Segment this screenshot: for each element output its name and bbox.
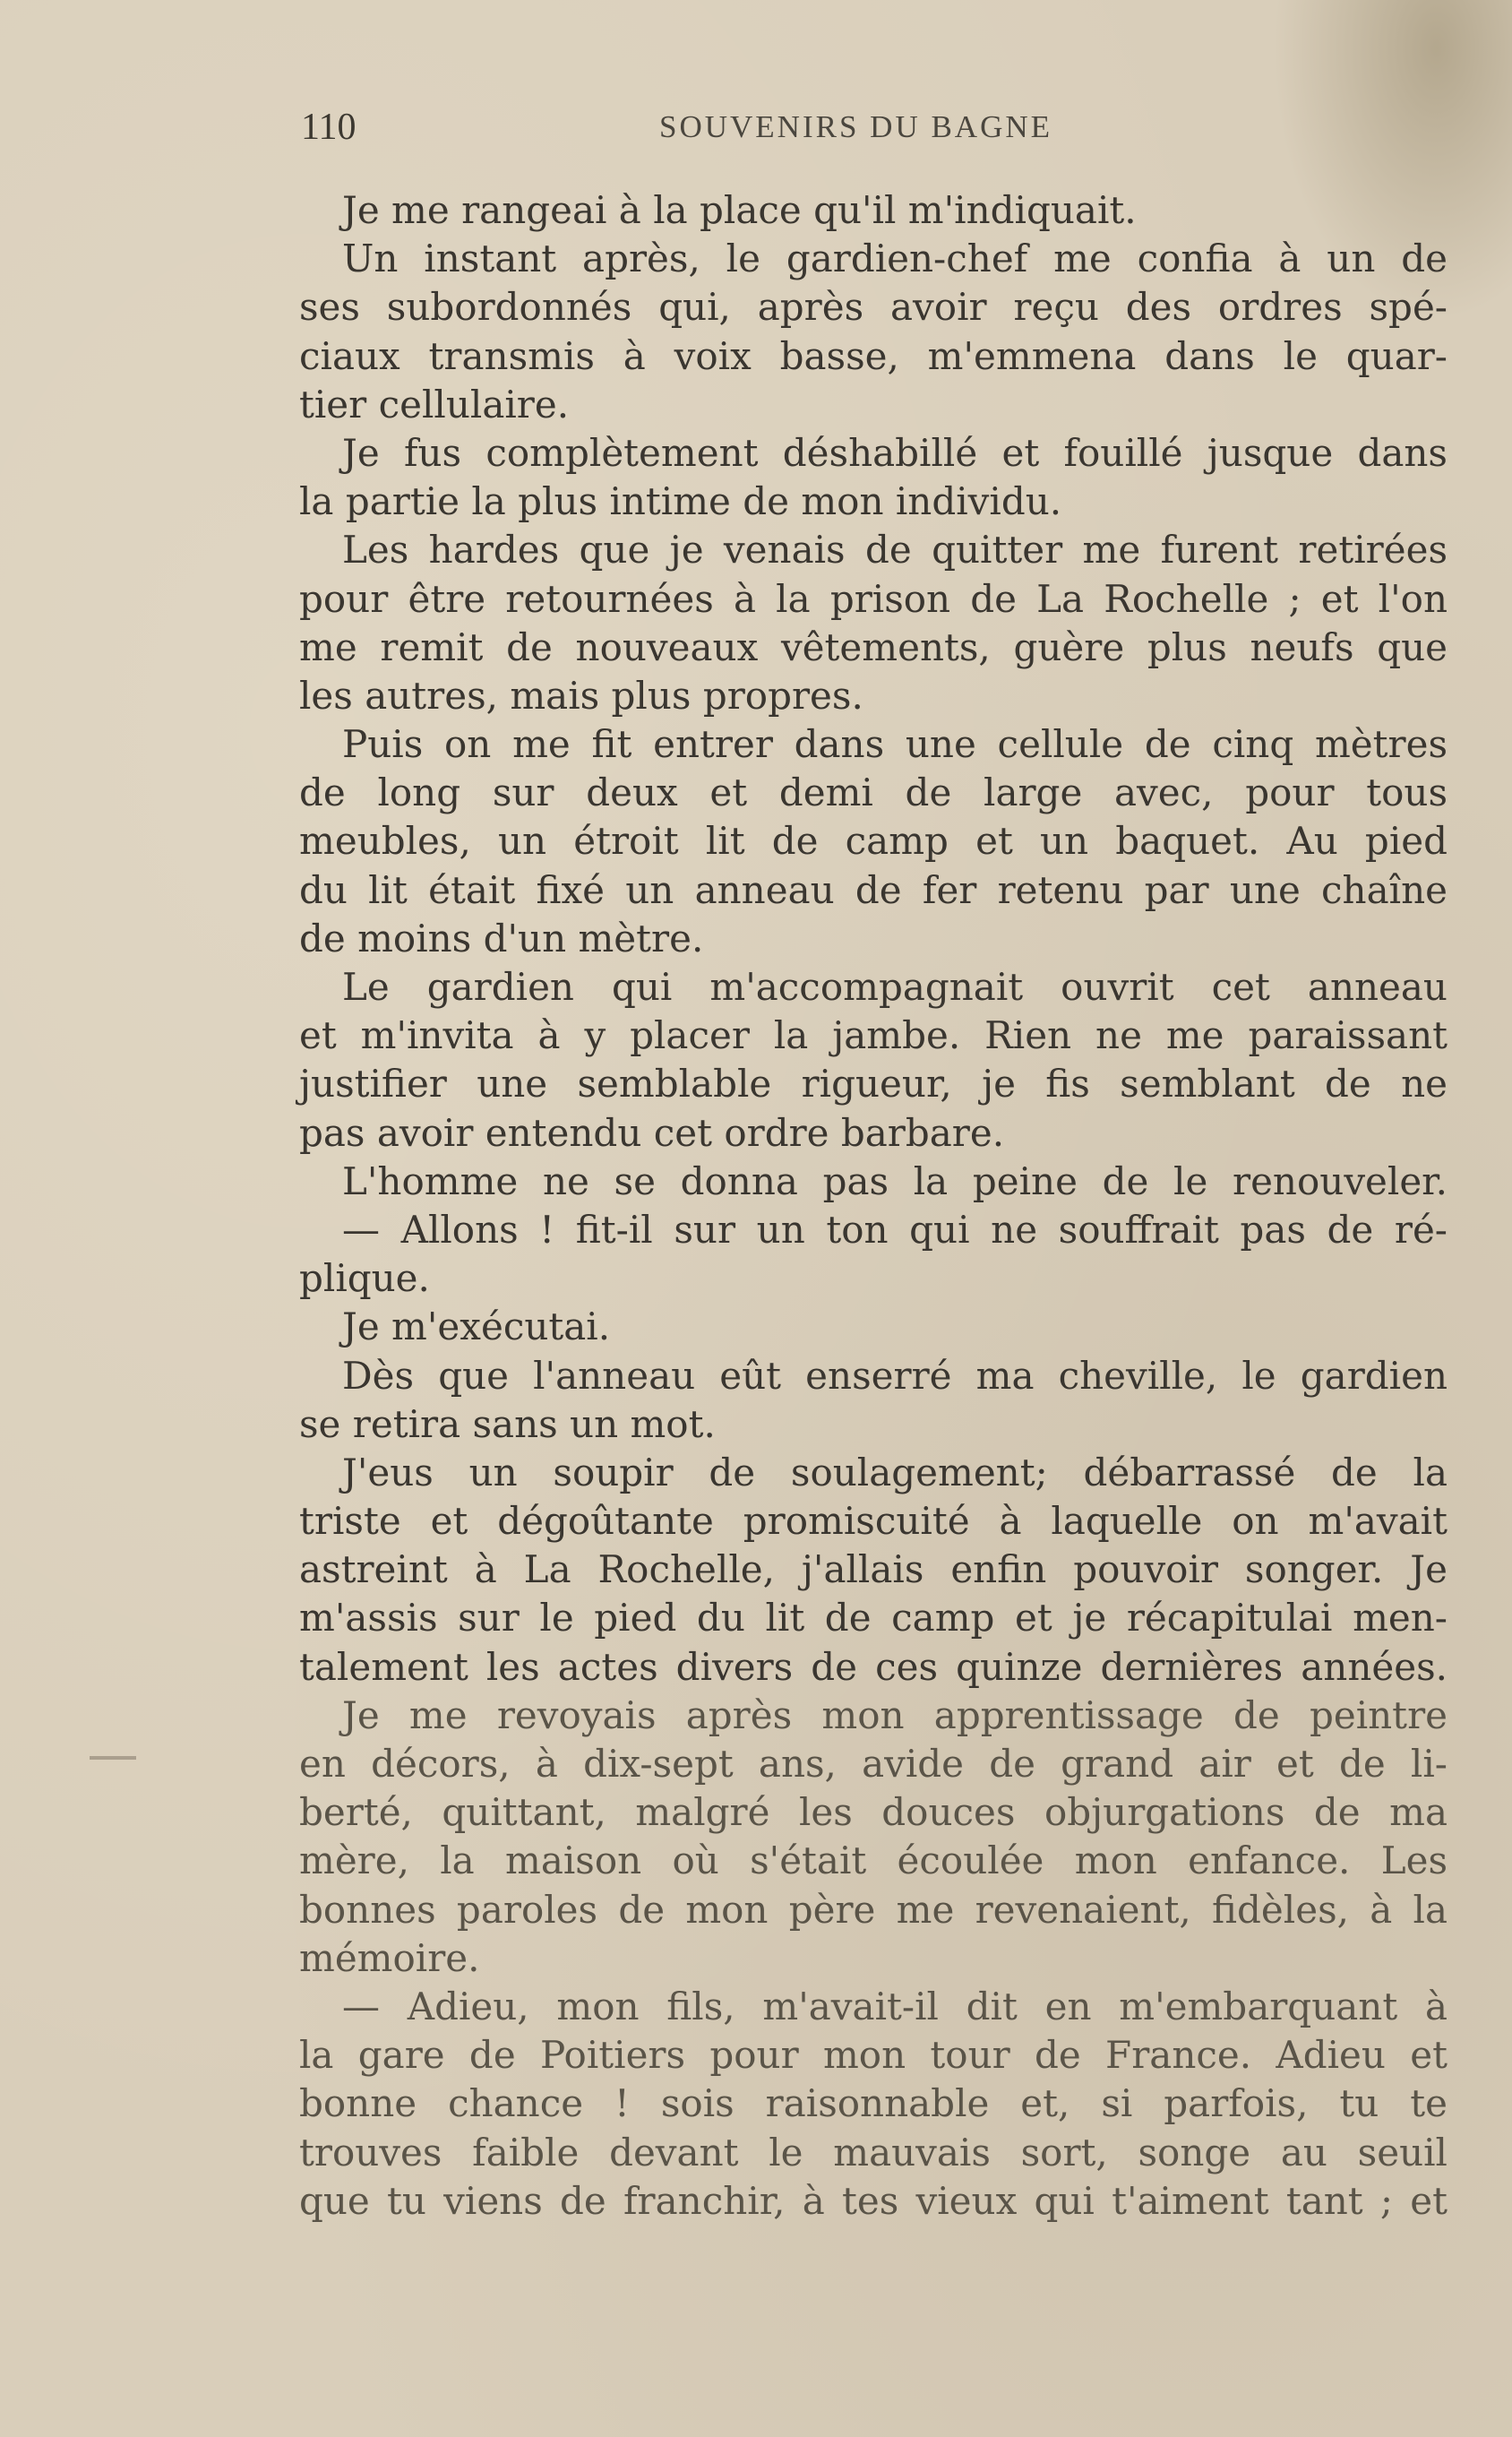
margin-smudge: [90, 1756, 136, 1760]
text-line: Un instant après, le gardien-chef me confia à un de: [342, 237, 1448, 281]
text-line: berté, quittant, malgré les douces objurgations de ma: [299, 1790, 1448, 1835]
text-line: m'assis sur le pied du lit de camp et je récapitulai men-: [299, 1596, 1448, 1640]
running-title: SOUVENIRS DU BAGNE: [659, 109, 1053, 144]
text-line: triste et dégoûtante promiscuité à laquelle on m'avait: [299, 1499, 1448, 1544]
text-line: la gare de Poitiers pour mon tour de France. Adieu et: [299, 2033, 1448, 2078]
text-line: et m'invita à y placer la jambe. Rien ne me paraissant: [299, 1013, 1448, 1058]
text-line: mère, la maison où s'était écoulée mon enfance. Les: [299, 1839, 1448, 1883]
text-line: me remit de nouveaux vêtements, guère plus neufs que: [299, 624, 1448, 669]
text-line: Je me rangeai à la place qu'il m'indiquait.: [342, 188, 1137, 232]
text-line: la partie la plus intime de mon individu.: [299, 479, 1062, 524]
text-line: Dès que l'anneau eût enserré ma cheville, le gardien: [342, 1353, 1448, 1398]
text-line: Je me revoyais après mon apprentissage de peintre: [342, 1692, 1448, 1737]
text-line: astreint à La Rochelle, j'allais enfin pouvoir songer. Je: [299, 1547, 1448, 1592]
text-line: justifier une semblable rigueur, je fis semblant de ne: [299, 1062, 1448, 1107]
text-line: talement les actes divers de ces quinze dernières années.: [299, 1644, 1448, 1689]
text-line: Puis on me fit entrer dans une cellule de cinq mètres: [342, 722, 1448, 767]
text-line: — Allons ! fit-il sur un ton qui ne souffrait pas de ré-: [342, 1207, 1448, 1252]
text-line: plique.: [299, 1256, 430, 1301]
text-line: Les hardes que je venais de quitter me furent retirées: [342, 528, 1448, 573]
text-line: meubles, un étroit lit de camp et un baquet. Au pied: [299, 819, 1448, 864]
text-line: pas avoir entendu cet ordre barbare.: [299, 1110, 1005, 1155]
text-line: ciaux transmis à voix basse, m'emmena dans le quar-: [299, 333, 1448, 378]
text-line: Je fus complètement déshabillé et fouillé jusque dans: [342, 430, 1448, 475]
text-line: bonne chance ! sois raisonnable et, si parfois, tu te: [299, 2081, 1448, 2126]
text-line: trouves faible devant le mauvais sort, songe au seuil: [299, 2130, 1448, 2174]
text-line: tier cellulaire.: [299, 382, 570, 426]
text-line: de long sur deux et demi de large avec, pour tous: [299, 771, 1448, 815]
text-line: de moins d'un mètre.: [299, 916, 704, 960]
text-line: se retira sans un mot.: [299, 1401, 716, 1446]
text-line: du lit était fixé un anneau de fer retenu par une chaîne: [299, 867, 1448, 912]
text-line: pour être retournées à la prison de La Rochelle ; et l'on: [299, 576, 1448, 621]
text-line: mémoire.: [299, 1935, 480, 1980]
text-line: ses subordonnés qui, après avoir reçu des ordres spé-: [299, 285, 1448, 330]
text-line: J'eus un soupir de soulagement; débarrassé de la: [342, 1450, 1448, 1494]
text-line: — Adieu, mon fils, m'avait-il dit en m'embarquant à: [342, 1984, 1448, 2028]
running-head: [299, 106, 1453, 151]
text-line: L'homme ne se donna pas la peine de le renouveler.: [342, 1158, 1448, 1203]
text-line: Je m'exécutai.: [342, 1305, 611, 1349]
text-line: Le gardien qui m'accompagnait ouvrit cet anneau: [342, 965, 1448, 1009]
text-line: que tu viens de franchir, à tes vieux qui t'aiment tant ; et: [299, 2178, 1448, 2223]
text-line: bonnes paroles de mon père me revenaient, fidèles, à la: [299, 1887, 1448, 1932]
page-number: 110: [301, 107, 357, 148]
body-text: [299, 186, 1448, 2226]
text-line: les autres, mais plus propres.: [299, 673, 863, 718]
text-line: en décors, à dix-sept ans, avide de grand air et de li-: [299, 1742, 1448, 1786]
